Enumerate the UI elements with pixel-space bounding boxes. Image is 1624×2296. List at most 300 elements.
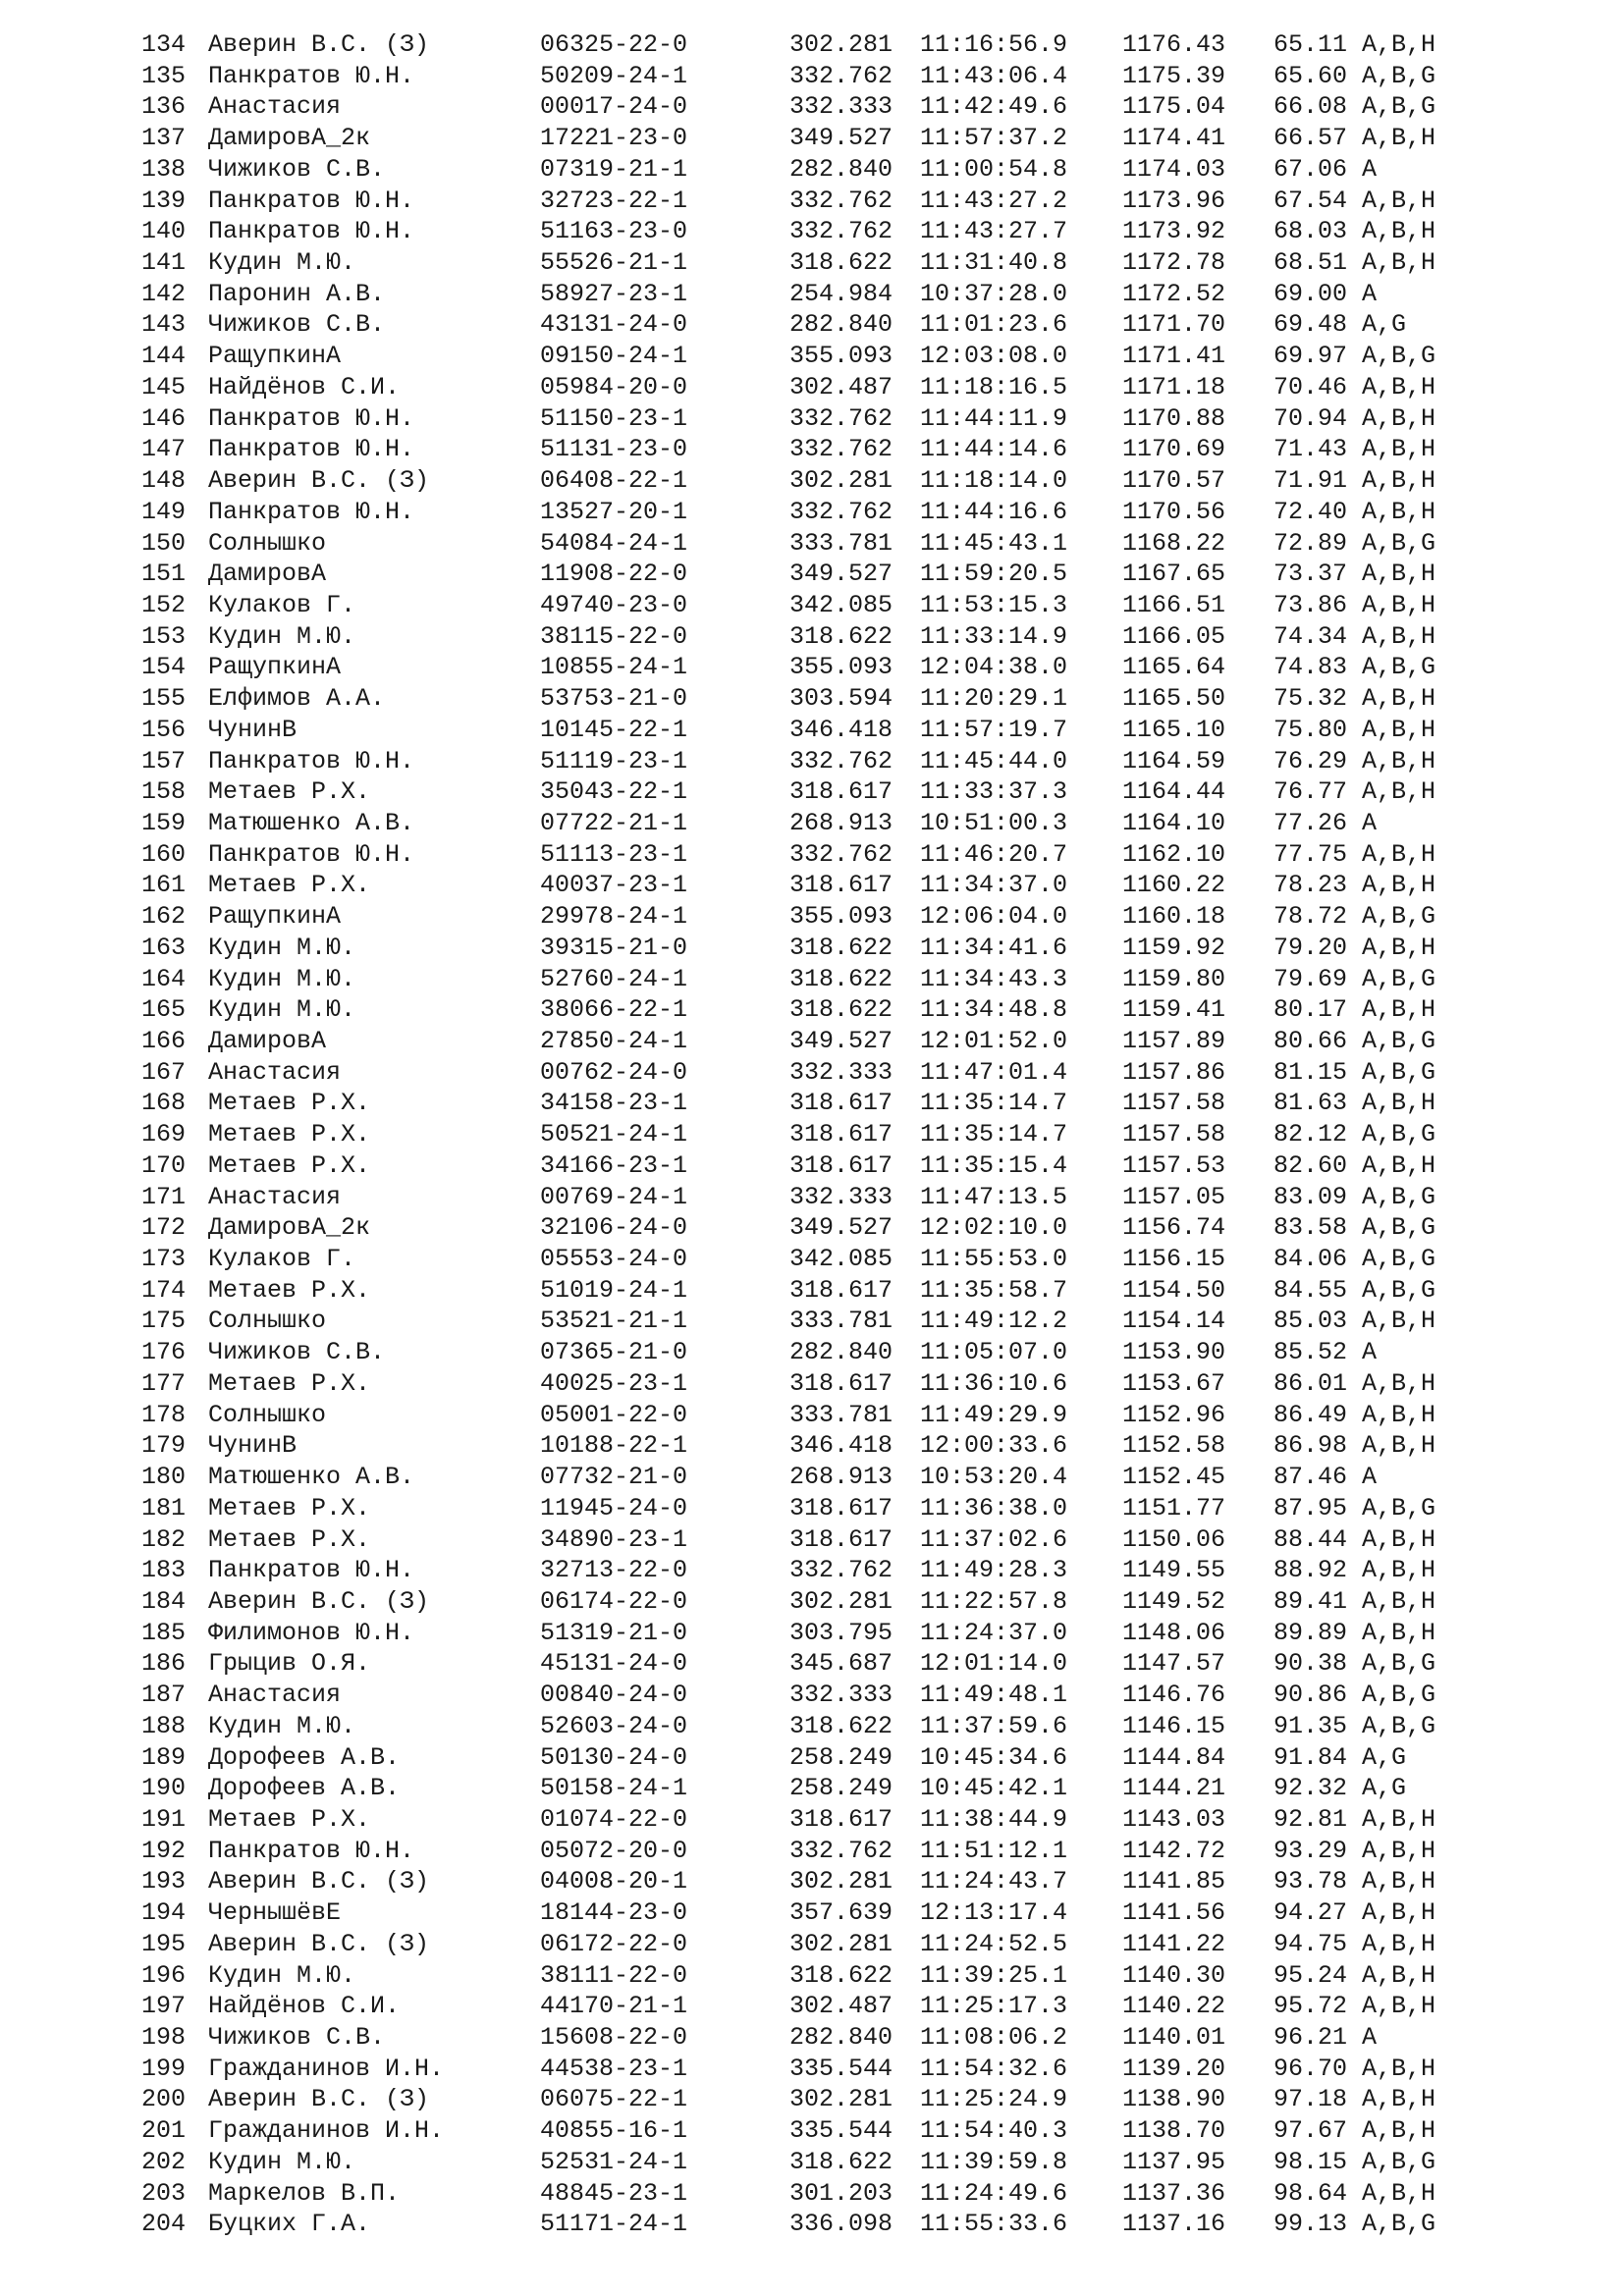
- table-row: [0, 279, 1624, 310]
- class-codes: A,B,H: [1362, 1929, 1436, 1958]
- distance-km: 268.913: [789, 808, 893, 837]
- arrival-time: 11:35:14.7: [920, 1089, 1068, 1118]
- ring-number: 54084-24-1: [540, 528, 688, 558]
- points-value: 95.72: [1273, 1992, 1348, 2021]
- arrival-time: 11:18:16.5: [920, 372, 1068, 401]
- ring-number: 35043-22-1: [540, 777, 688, 807]
- place-number: 179: [141, 1431, 187, 1461]
- table-row: [0, 715, 1624, 746]
- points-value: 93.29: [1273, 1836, 1348, 1865]
- distance-km: 332.762: [789, 61, 893, 90]
- distance-km: 355.093: [789, 342, 893, 371]
- speed-value: 1137.16: [1122, 2210, 1226, 2239]
- arrival-time: 11:43:27.2: [920, 186, 1068, 215]
- fancier-name: Кудин М.Ю.: [208, 248, 356, 278]
- fancier-name: Филимонов Ю.Н.: [208, 1618, 415, 1647]
- class-codes: A,B,H: [1362, 497, 1436, 526]
- points-value: 89.41: [1273, 1586, 1348, 1616]
- points-value: 75.32: [1273, 684, 1348, 714]
- points-value: 77.26: [1273, 808, 1348, 837]
- ring-number: 07365-21-0: [540, 1338, 688, 1367]
- fancier-name: Метаев Р.Х.: [208, 777, 371, 807]
- class-codes: A,B,H: [1362, 435, 1436, 464]
- points-value: 79.20: [1273, 933, 1348, 962]
- place-number: 159: [141, 808, 187, 837]
- fancier-name: ЧернышёвЕ: [208, 1898, 342, 1928]
- arrival-time: 11:08:06.2: [920, 2023, 1068, 2052]
- arrival-time: 10:45:34.6: [920, 1742, 1068, 1772]
- fancier-name: Панкратов Ю.Н.: [208, 403, 415, 433]
- points-value: 72.89: [1273, 528, 1348, 558]
- arrival-time: 11:31:40.8: [920, 248, 1068, 278]
- speed-value: 1150.06: [1122, 1524, 1226, 1554]
- speed-value: 1156.74: [1122, 1213, 1226, 1243]
- points-value: 99.13: [1273, 2210, 1348, 2239]
- class-codes: A,B,G: [1362, 1711, 1436, 1740]
- arrival-time: 11:53:15.3: [920, 590, 1068, 619]
- ring-number: 51163-23-0: [540, 217, 688, 246]
- fancier-name: Маркелов В.П.: [208, 2178, 401, 2208]
- points-value: 81.63: [1273, 1089, 1348, 1118]
- fancier-name: Солнышко: [208, 1400, 327, 1429]
- place-number: 160: [141, 839, 187, 869]
- distance-km: 355.093: [789, 653, 893, 682]
- table-row: [0, 91, 1624, 123]
- arrival-time: 12:01:14.0: [920, 1649, 1068, 1679]
- class-codes: A,B,H: [1362, 715, 1436, 744]
- table-row: [0, 1275, 1624, 1307]
- distance-km: 282.840: [789, 2023, 893, 2052]
- arrival-time: 11:45:44.0: [920, 746, 1068, 775]
- speed-value: 1138.90: [1122, 2085, 1226, 2114]
- points-value: 91.84: [1273, 1742, 1348, 1772]
- speed-value: 1152.58: [1122, 1431, 1226, 1461]
- points-value: 95.24: [1273, 1960, 1348, 1990]
- class-codes: A,B,H: [1362, 1867, 1436, 1896]
- fancier-name: ЧунинВ: [208, 715, 298, 744]
- place-number: 189: [141, 1742, 187, 1772]
- ring-number: 58927-23-1: [540, 279, 688, 308]
- table-row: [0, 1711, 1624, 1742]
- ring-number: 05001-22-0: [540, 1400, 688, 1429]
- arrival-time: 11:49:12.2: [920, 1307, 1068, 1336]
- class-codes: A,B,G: [1362, 1245, 1436, 1274]
- distance-km: 318.622: [789, 995, 893, 1025]
- fancier-name: Чижиков С.В.: [208, 310, 386, 340]
- fancier-name: Найдёнов С.И.: [208, 372, 401, 401]
- ring-number: 00769-24-1: [540, 1182, 688, 1211]
- speed-value: 1146.15: [1122, 1711, 1226, 1740]
- fancier-name: Аверин В.С. (З): [208, 1929, 430, 1958]
- fancier-name: ДамировА: [208, 1027, 327, 1055]
- ring-number: 13527-20-1: [540, 497, 688, 526]
- place-number: 151: [141, 560, 187, 589]
- fancier-name: Метаев Р.Х.: [208, 1275, 371, 1305]
- arrival-time: 11:54:40.3: [920, 2116, 1068, 2146]
- table-row: [0, 1804, 1624, 1836]
- place-number: 195: [141, 1929, 187, 1958]
- fancier-name: Аверин В.С. (З): [208, 2085, 430, 2114]
- ring-number: 11945-24-0: [540, 1493, 688, 1522]
- ring-number: 29978-24-1: [540, 902, 688, 932]
- ring-number: 43131-24-0: [540, 310, 688, 340]
- class-codes: A,B,G: [1362, 1275, 1436, 1305]
- points-value: 68.51: [1273, 248, 1348, 278]
- place-number: 168: [141, 1089, 187, 1118]
- arrival-time: 10:51:00.3: [920, 808, 1068, 837]
- points-value: 74.34: [1273, 621, 1348, 651]
- points-value: 83.58: [1273, 1213, 1348, 1243]
- points-value: 94.75: [1273, 1929, 1348, 1958]
- arrival-time: 11:34:37.0: [920, 871, 1068, 900]
- fancier-name: Метаев Р.Х.: [208, 871, 371, 900]
- table-row: [0, 1648, 1624, 1680]
- fancier-name: Метаев Р.Х.: [208, 1524, 371, 1554]
- table-row: [0, 1524, 1624, 1556]
- speed-value: 1164.59: [1122, 746, 1226, 775]
- fancier-name: Метаев Р.Х.: [208, 1120, 371, 1149]
- place-number: 193: [141, 1867, 187, 1896]
- arrival-time: 11:44:14.6: [920, 435, 1068, 464]
- points-value: 67.06: [1273, 154, 1348, 184]
- class-codes: A,B,H: [1362, 1586, 1436, 1616]
- place-number: 169: [141, 1120, 187, 1149]
- fancier-name: Кудин М.Ю.: [208, 964, 356, 993]
- ring-number: 40855-16-1: [540, 2116, 688, 2146]
- ring-number: 06325-22-0: [540, 30, 688, 59]
- place-number: 149: [141, 497, 187, 526]
- place-number: 154: [141, 653, 187, 682]
- arrival-time: 11:37:59.6: [920, 1711, 1068, 1740]
- arrival-time: 11:38:44.9: [920, 1804, 1068, 1834]
- class-codes: A,B,H: [1362, 560, 1436, 589]
- distance-km: 335.544: [789, 2054, 893, 2083]
- distance-km: 318.622: [789, 933, 893, 962]
- place-number: 146: [141, 403, 187, 433]
- place-number: 165: [141, 995, 187, 1025]
- ring-number: 53521-21-1: [540, 1307, 688, 1336]
- table-row: [0, 1150, 1624, 1182]
- table-row: [0, 2178, 1624, 2210]
- arrival-time: 11:55:53.0: [920, 1245, 1068, 1274]
- arrival-time: 12:06:04.0: [920, 902, 1068, 932]
- ring-number: 52531-24-1: [540, 2147, 688, 2176]
- ring-number: 00840-24-0: [540, 1681, 688, 1710]
- table-row: [0, 1773, 1624, 1804]
- table-row: [0, 154, 1624, 186]
- place-number: 180: [141, 1463, 187, 1492]
- fancier-name: Аверин В.С. (З): [208, 1586, 430, 1616]
- points-value: 84.06: [1273, 1245, 1348, 1274]
- ring-number: 06075-22-1: [540, 2085, 688, 2114]
- fancier-name: Анастасия: [208, 92, 342, 122]
- table-row: [0, 1991, 1624, 2022]
- place-number: 202: [141, 2147, 187, 2176]
- points-value: 66.08: [1273, 92, 1348, 122]
- table-row: [0, 1897, 1624, 1929]
- fancier-name: ДамировА: [208, 560, 327, 589]
- distance-km: 282.840: [789, 310, 893, 340]
- class-codes: A,B,H: [1362, 2054, 1436, 2083]
- fancier-name: Метаев Р.Х.: [208, 1368, 371, 1398]
- place-number: 141: [141, 248, 187, 278]
- ring-number: 50130-24-0: [540, 1742, 688, 1772]
- class-codes: A,B,G: [1362, 964, 1436, 993]
- speed-value: 1172.78: [1122, 248, 1226, 278]
- class-codes: A,B,G: [1362, 342, 1436, 371]
- speed-value: 1144.84: [1122, 1742, 1226, 1772]
- points-value: 96.21: [1273, 2023, 1348, 2052]
- class-codes: A,B,H: [1362, 871, 1436, 900]
- distance-km: 357.639: [789, 1898, 893, 1928]
- distance-km: 333.781: [789, 528, 893, 558]
- speed-value: 1140.01: [1122, 2023, 1226, 2052]
- arrival-time: 11:00:54.8: [920, 154, 1068, 184]
- table-row: [0, 1212, 1624, 1244]
- points-value: 78.23: [1273, 871, 1348, 900]
- points-value: 71.43: [1273, 435, 1348, 464]
- speed-value: 1146.76: [1122, 1681, 1226, 1710]
- distance-km: 302.487: [789, 1992, 893, 2021]
- fancier-name: Матюшенко А.В.: [208, 1463, 415, 1492]
- speed-value: 1160.22: [1122, 871, 1226, 900]
- place-number: 190: [141, 1774, 187, 1803]
- distance-km: 318.617: [789, 777, 893, 807]
- ring-number: 09150-24-1: [540, 342, 688, 371]
- place-number: 198: [141, 2023, 187, 2052]
- fancier-name: Метаев Р.Х.: [208, 1150, 371, 1180]
- distance-km: 318.622: [789, 621, 893, 651]
- speed-value: 1141.22: [1122, 1929, 1226, 1958]
- fancier-name: Дорофеев А.В.: [208, 1742, 401, 1772]
- distance-km: 318.617: [789, 1524, 893, 1554]
- place-number: 150: [141, 528, 187, 558]
- speed-value: 1171.70: [1122, 310, 1226, 340]
- distance-km: 254.984: [789, 279, 893, 308]
- speed-value: 1172.52: [1122, 279, 1226, 308]
- table-row: [0, 870, 1624, 901]
- points-value: 69.97: [1273, 342, 1348, 371]
- speed-value: 1157.86: [1122, 1057, 1226, 1087]
- distance-km: 345.687: [789, 1649, 893, 1679]
- fancier-name: РащупкинА: [208, 902, 342, 932]
- table-row: [0, 808, 1624, 839]
- ring-number: 10145-22-1: [540, 715, 688, 744]
- points-value: 88.92: [1273, 1556, 1348, 1585]
- place-number: 174: [141, 1275, 187, 1305]
- fancier-name: Чижиков С.В.: [208, 1338, 386, 1367]
- table-row: [0, 123, 1624, 154]
- class-codes: A,B,G: [1362, 653, 1436, 682]
- fancier-name: Аверин В.С. (З): [208, 1867, 430, 1896]
- place-number: 175: [141, 1307, 187, 1336]
- place-number: 156: [141, 715, 187, 744]
- table-row: [0, 465, 1624, 497]
- place-number: 203: [141, 2178, 187, 2208]
- fancier-name: Грыцив О.Я.: [208, 1649, 371, 1679]
- speed-value: 1141.56: [1122, 1898, 1226, 1928]
- class-codes: A,B,G: [1362, 1649, 1436, 1679]
- ring-number: 05984-20-0: [540, 372, 688, 401]
- ring-number: 06172-22-0: [540, 1929, 688, 1958]
- fancier-name: Панкратов Ю.Н.: [208, 435, 415, 464]
- points-value: 91.35: [1273, 1711, 1348, 1740]
- points-value: 72.40: [1273, 497, 1348, 526]
- ring-number: 44538-23-1: [540, 2054, 688, 2083]
- points-value: 76.77: [1273, 777, 1348, 807]
- ring-number: 11908-22-0: [540, 560, 688, 589]
- ring-number: 40025-23-1: [540, 1368, 688, 1398]
- distance-km: 303.594: [789, 684, 893, 714]
- ring-number: 34890-23-1: [540, 1524, 688, 1554]
- class-codes: A,B,H: [1362, 1898, 1436, 1928]
- place-number: 164: [141, 964, 187, 993]
- points-value: 75.80: [1273, 715, 1348, 744]
- place-number: 167: [141, 1057, 187, 1087]
- place-number: 201: [141, 2116, 187, 2146]
- table-row: [0, 746, 1624, 777]
- place-number: 185: [141, 1618, 187, 1647]
- ring-number: 27850-24-1: [540, 1027, 688, 1055]
- arrival-time: 11:35:15.4: [920, 1150, 1068, 1180]
- fancier-name: РащупкинА: [208, 653, 342, 682]
- distance-km: 302.281: [789, 30, 893, 59]
- place-number: 197: [141, 1992, 187, 2021]
- class-codes: A,B,H: [1362, 1960, 1436, 1990]
- points-value: 74.83: [1273, 653, 1348, 682]
- distance-km: 349.527: [789, 560, 893, 589]
- place-number: 199: [141, 2054, 187, 2083]
- fancier-name: Кудин М.Ю.: [208, 933, 356, 962]
- ring-number: 32723-22-1: [540, 186, 688, 215]
- distance-km: 318.617: [789, 1493, 893, 1522]
- ring-number: 51119-23-1: [540, 746, 688, 775]
- ring-number: 50209-24-1: [540, 61, 688, 90]
- class-codes: A,B,G: [1362, 1027, 1436, 1055]
- speed-value: 1164.44: [1122, 777, 1226, 807]
- place-number: 200: [141, 2085, 187, 2114]
- points-value: 85.52: [1273, 1338, 1348, 1367]
- place-number: 143: [141, 310, 187, 340]
- place-number: 136: [141, 92, 187, 122]
- place-number: 162: [141, 902, 187, 932]
- points-value: 73.37: [1273, 560, 1348, 589]
- points-value: 92.32: [1273, 1774, 1348, 1803]
- distance-km: 282.840: [789, 1338, 893, 1367]
- arrival-time: 12:03:08.0: [920, 342, 1068, 371]
- points-value: 92.81: [1273, 1804, 1348, 1834]
- speed-value: 1160.18: [1122, 902, 1226, 932]
- place-number: 192: [141, 1836, 187, 1865]
- ring-number: 04008-20-1: [540, 1867, 688, 1896]
- table-row: [0, 683, 1624, 715]
- place-number: 153: [141, 621, 187, 651]
- arrival-time: 11:49:29.9: [920, 1400, 1068, 1429]
- class-codes: A: [1362, 1463, 1378, 1492]
- ring-number: 39315-21-0: [540, 933, 688, 962]
- speed-value: 1176.43: [1122, 30, 1226, 59]
- arrival-time: 11:24:49.6: [920, 2178, 1068, 2208]
- distance-km: 282.840: [789, 154, 893, 184]
- distance-km: 349.527: [789, 1213, 893, 1243]
- table-row: [0, 1430, 1624, 1462]
- ring-number: 50521-24-1: [540, 1120, 688, 1149]
- class-codes: A: [1362, 808, 1378, 837]
- place-number: 163: [141, 933, 187, 962]
- arrival-time: 11:36:10.6: [920, 1368, 1068, 1398]
- arrival-time: 11:49:48.1: [920, 1681, 1068, 1710]
- points-value: 66.57: [1273, 124, 1348, 153]
- place-number: 171: [141, 1182, 187, 1211]
- fancier-name: Панкратов Ю.Н.: [208, 497, 415, 526]
- ring-number: 17221-23-0: [540, 124, 688, 153]
- points-value: 78.72: [1273, 902, 1348, 932]
- distance-km: 332.333: [789, 1057, 893, 1087]
- points-value: 69.48: [1273, 310, 1348, 340]
- ring-number: 06408-22-1: [540, 466, 688, 496]
- points-value: 94.27: [1273, 1898, 1348, 1928]
- place-number: 191: [141, 1804, 187, 1834]
- class-codes: A,B,H: [1362, 1524, 1436, 1554]
- place-number: 204: [141, 2210, 187, 2239]
- fancier-name: Кудин М.Ю.: [208, 995, 356, 1025]
- distance-km: 333.781: [789, 1400, 893, 1429]
- class-codes: A,B,H: [1362, 1400, 1436, 1429]
- place-number: 152: [141, 590, 187, 619]
- place-number: 134: [141, 30, 187, 59]
- table-row: [0, 1400, 1624, 1431]
- fancier-name: Кудин М.Ю.: [208, 1711, 356, 1740]
- speed-value: 1167.65: [1122, 560, 1226, 589]
- place-number: 170: [141, 1150, 187, 1180]
- place-number: 155: [141, 684, 187, 714]
- table-row: [0, 216, 1624, 247]
- ring-number: 15608-22-0: [540, 2023, 688, 2052]
- table-row: [0, 1306, 1624, 1337]
- speed-value: 1165.10: [1122, 715, 1226, 744]
- class-codes: A,G: [1362, 1742, 1407, 1772]
- points-value: 85.03: [1273, 1307, 1348, 1336]
- points-value: 65.60: [1273, 61, 1348, 90]
- class-codes: A,B,H: [1362, 217, 1436, 246]
- class-codes: A,B,G: [1362, 902, 1436, 932]
- points-value: 98.64: [1273, 2178, 1348, 2208]
- class-codes: A,B,H: [1362, 1618, 1436, 1647]
- points-value: 96.70: [1273, 2054, 1348, 2083]
- ring-number: 07319-21-1: [540, 154, 688, 184]
- place-number: 184: [141, 1586, 187, 1616]
- speed-value: 1137.36: [1122, 2178, 1226, 2208]
- distance-km: 335.544: [789, 2116, 893, 2146]
- points-value: 82.60: [1273, 1150, 1348, 1180]
- table-row: [0, 528, 1624, 560]
- fancier-name: Кудин М.Ю.: [208, 2147, 356, 2176]
- arrival-time: 11:05:07.0: [920, 1338, 1068, 1367]
- fancier-name: ЧунинВ: [208, 1431, 298, 1461]
- arrival-time: 11:55:33.6: [920, 2210, 1068, 2239]
- distance-km: 303.795: [789, 1618, 893, 1647]
- points-value: 87.95: [1273, 1493, 1348, 1522]
- arrival-time: 11:43:27.7: [920, 217, 1068, 246]
- fancier-name: Матюшенко А.В.: [208, 808, 415, 837]
- distance-km: 332.762: [789, 403, 893, 433]
- ring-number: 44170-21-1: [540, 1992, 688, 2021]
- speed-value: 1162.10: [1122, 839, 1226, 869]
- table-row: [0, 1929, 1624, 1960]
- distance-km: 332.762: [789, 497, 893, 526]
- speed-value: 1139.20: [1122, 2054, 1226, 2083]
- fancier-name: Панкратов Ю.Н.: [208, 746, 415, 775]
